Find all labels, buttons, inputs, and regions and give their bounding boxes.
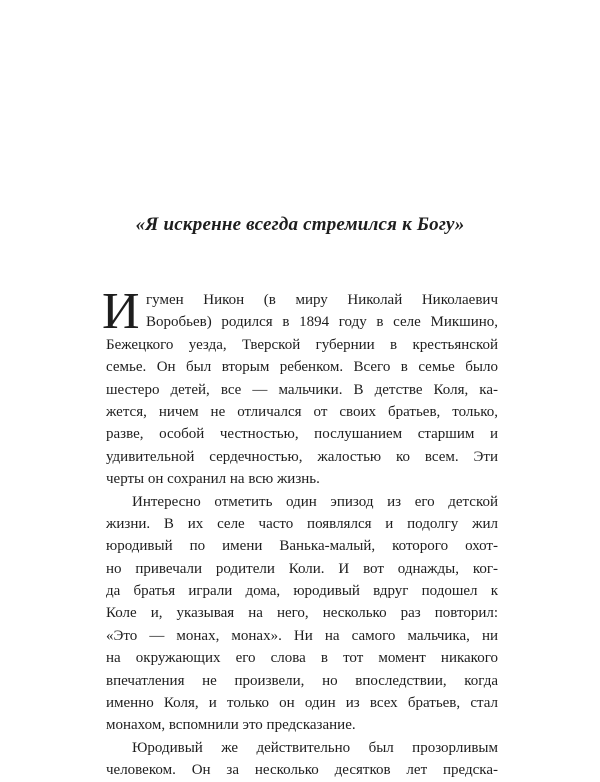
- text-line: монахом, вспомнили это предсказание.: [106, 717, 356, 734]
- paragraph-2: [106, 491, 498, 737]
- drop-cap: И: [102, 283, 140, 340]
- text-line: юродивый по имени Ванька-малый, которого охот-: [106, 538, 498, 555]
- text-line: но привечали родители Коли. И вот однажды, ког-: [106, 560, 498, 577]
- text-line: Бежецкого уезда, Тверской губернии в крестьянской: [106, 336, 498, 353]
- text-line: впечатления не произвели, но впоследствии, когда: [106, 672, 498, 689]
- text-line: шестеро детей, все — мальчики. В детстве Коля, ка-: [106, 381, 498, 398]
- text-line: Юродивый же действительно был прозорливым: [132, 739, 498, 756]
- text-line: разве, особой честностью, послушанием старшим и: [106, 426, 498, 443]
- text-line: Интересно отметить один эпизод из его детской: [132, 493, 498, 510]
- text-line: «Это — монах, монах». Ни на самого мальчика, ни: [106, 627, 498, 644]
- text-line: человеком. Он за несколько десятков лет предска-: [106, 762, 498, 779]
- text-line: жизни. В их селе часто появлялся и подолгу жил: [106, 515, 498, 532]
- body-text: [102, 283, 498, 782]
- text-line: семье. Он был вторым ребенком. Всего в семье было: [106, 359, 498, 376]
- chapter-title: «Я искренне всегда стремился к Богу»: [135, 214, 465, 235]
- text-line: удивительной сердечностью, жалостью ко всем. Эти: [106, 448, 498, 465]
- paragraph-1: [102, 283, 498, 491]
- text-line: на окружающих его слова в тот момент никакого: [106, 650, 498, 667]
- text-line: черты он сохранил на всю жизнь.: [106, 471, 320, 488]
- text-line: да братья играли дома, юродивый вдруг подошел к: [106, 583, 498, 600]
- text-line: жется, ничем не отличался от своих братьев, только,: [106, 403, 498, 420]
- text-line: Коле и, указывая на него, несколько раз повторил:: [106, 605, 498, 622]
- paragraph-3: [106, 737, 498, 782]
- text-line: Воробьев) родился в 1894 году в селе Микшино,: [146, 314, 498, 331]
- text-line: гумен Никон (в миру Николай Николаевич: [146, 292, 498, 308]
- text-line: именно Коля, и только он один из всех братьев, стал: [106, 695, 498, 712]
